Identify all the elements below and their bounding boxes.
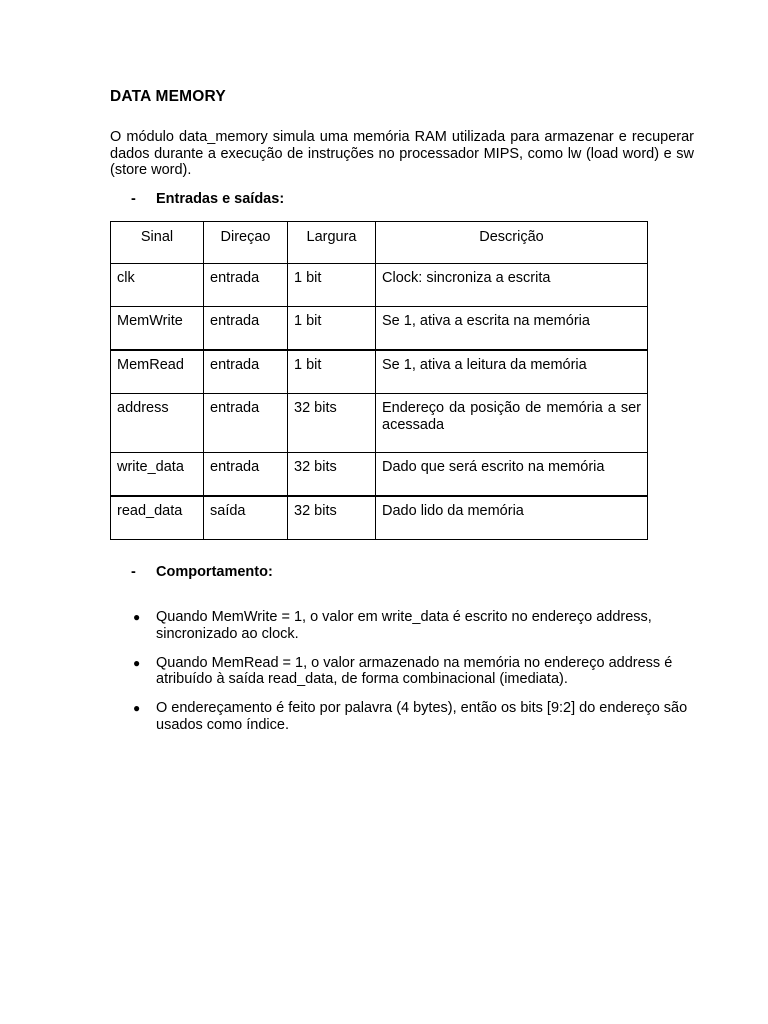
- cell-direction: entrada: [204, 307, 288, 351]
- cell-width: 32 bits: [288, 453, 376, 497]
- table-row: [111, 350, 648, 394]
- list-item-text: O endereçamento é feito por palavra (4 bytes), então os bits [9:2] do endereço são usados como índice.: [156, 700, 688, 733]
- cell-description: Se 1, ativa a leitura da memória: [376, 350, 648, 394]
- io-section-heading: [131, 191, 284, 207]
- bullet-dot-icon: ●: [133, 655, 141, 670]
- cell-direction: saída: [204, 496, 288, 540]
- table-header-row: [111, 222, 648, 264]
- table-row: [111, 307, 648, 351]
- table-row: [111, 453, 648, 497]
- table-row: [111, 394, 648, 453]
- cell-signal: read_data: [111, 496, 204, 540]
- header-sinal: Sinal: [111, 222, 204, 264]
- heading-dash: -: [131, 564, 136, 580]
- cell-description: Se 1, ativa a escrita na memória: [376, 307, 648, 351]
- cell-width: 1 bit: [288, 350, 376, 394]
- cell-width: 32 bits: [288, 394, 376, 453]
- intro-paragraph: O módulo data_memory simula uma memória RAM utilizada para armazenar e recuperar dados durante a execução de instruções no processador MIPS, como lw (load word) e sw (store word).: [110, 129, 694, 179]
- signals-table: [110, 221, 648, 540]
- header-direcao: Direçao: [204, 222, 288, 264]
- list-item: [133, 655, 695, 688]
- header-largura: Largura: [288, 222, 376, 264]
- cell-direction: entrada: [204, 394, 288, 453]
- behavior-section-heading: [131, 564, 273, 580]
- cell-width: 1 bit: [288, 264, 376, 307]
- cell-description: Dado lido da memória: [376, 496, 648, 540]
- header-descricao: Descrição: [376, 222, 648, 264]
- cell-signal: MemRead: [111, 350, 204, 394]
- list-item: [133, 609, 695, 642]
- list-item-text: Quando MemRead = 1, o valor armazenado na memória no endereço address é atribuído à saída read_data, de forma combinacional (imediata).: [156, 654, 673, 688]
- cell-direction: entrada: [204, 350, 288, 394]
- list-item: [133, 700, 695, 733]
- cell-signal: address: [111, 394, 204, 453]
- table-row: [111, 496, 648, 540]
- heading-dash: -: [131, 191, 136, 207]
- behavior-section-label: Comportamento:: [156, 564, 273, 580]
- cell-description: Endereço da posição de memória a ser acessada: [376, 394, 648, 453]
- cell-signal: write_data: [111, 453, 204, 497]
- document-title: DATA MEMORY: [110, 88, 226, 105]
- cell-width: 1 bit: [288, 307, 376, 351]
- io-section-label: Entradas e saídas:: [156, 191, 285, 207]
- cell-direction: entrada: [204, 264, 288, 307]
- list-item-text: Quando MemWrite = 1, o valor em write_data é escrito no endereço address, sincronizado ao clock.: [156, 609, 652, 642]
- cell-direction: entrada: [204, 453, 288, 497]
- behavior-list: [133, 609, 695, 746]
- cell-width: 32 bits: [288, 496, 376, 540]
- bullet-dot-icon: ●: [133, 701, 141, 716]
- cell-signal: MemWrite: [111, 307, 204, 351]
- cell-description: Clock: sincroniza a escrita: [376, 264, 648, 307]
- cell-description: Dado que será escrito na memória: [376, 453, 648, 497]
- cell-signal: clk: [111, 264, 204, 307]
- table-row: [111, 264, 648, 307]
- bullet-dot-icon: ●: [133, 610, 141, 624]
